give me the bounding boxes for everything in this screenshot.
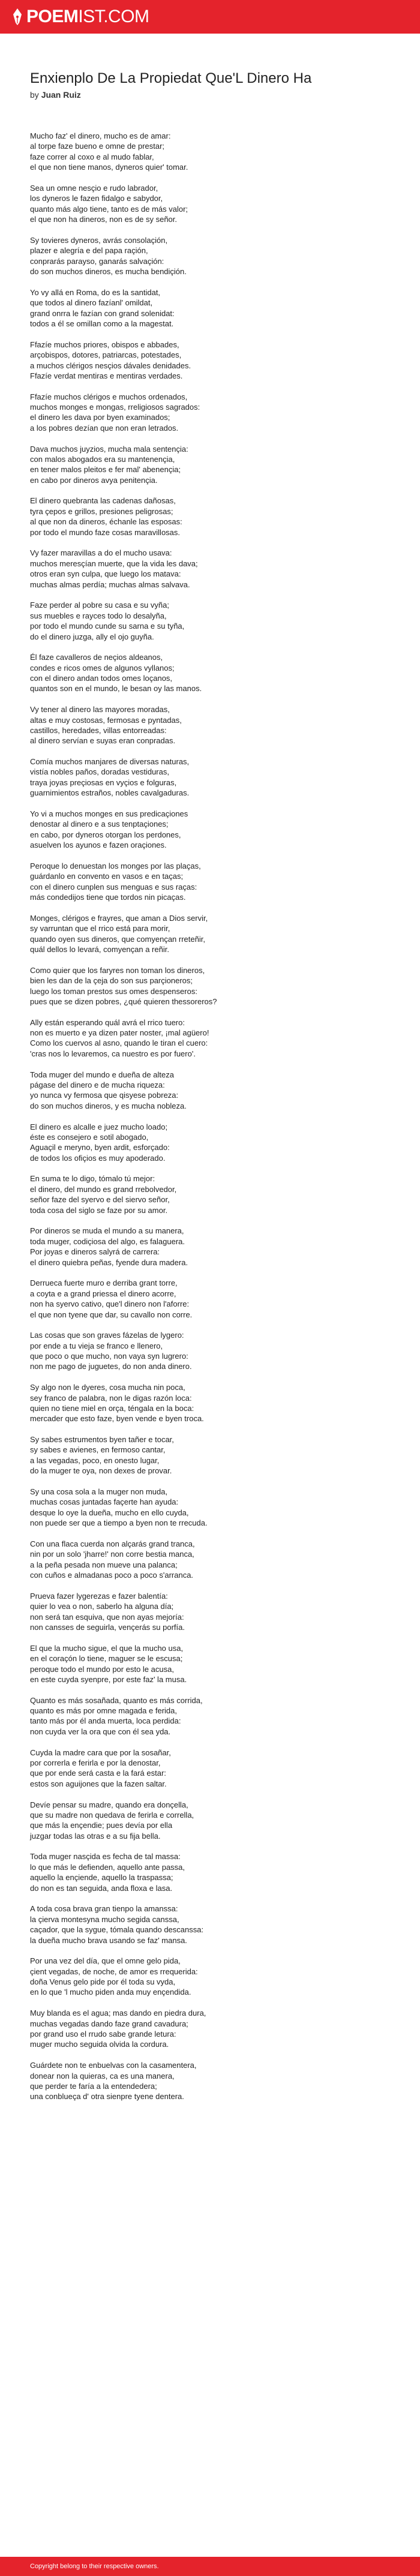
poem-line: toda cosa del siglo se faze por su amor. bbox=[30, 1205, 168, 1215]
poem-line: los dyneros le fazen fidalgo e sabydor, bbox=[30, 194, 163, 203]
poem-container bbox=[0, 34, 420, 2102]
poem-stanza bbox=[30, 496, 390, 538]
poem-line: toda muger, codiçiosa del algo, es falaguera. bbox=[30, 1236, 185, 1246]
poem-stanza bbox=[30, 1956, 390, 1998]
poem-line: quando oyen sus dineros, que comyençan rreteñir, bbox=[30, 934, 205, 944]
poem-stanza bbox=[30, 1748, 390, 1790]
poem-line: Yo vi a muchos monges en sus predicaçiones bbox=[30, 809, 188, 818]
poem-line: Quanto es más sosañada, quanto es más corrida, bbox=[30, 1695, 203, 1705]
poem-line: al torpe faze bueno e omne de prestar; bbox=[30, 142, 165, 151]
poem-line: do non es tan seguida, anda floxa e lasa. bbox=[30, 1883, 173, 1893]
poem-line: Como quier que los faryres non toman los dineros, bbox=[30, 965, 205, 975]
poem-stanza bbox=[30, 235, 390, 277]
byline-prefix: by bbox=[30, 90, 39, 100]
poem-line: estos son aguijones que la fazen saltar. bbox=[30, 1779, 167, 1788]
poem-line: asuelven los ayunos e fazen oraçiones. bbox=[30, 840, 167, 850]
poem-stanza bbox=[30, 287, 390, 329]
poem-stanza bbox=[30, 1904, 390, 1945]
poem-line: non ha syervo cativo, que'l dinero non l'aforre: bbox=[30, 1299, 190, 1309]
poem-line: faze correr al coxo e al mudo fablar, bbox=[30, 152, 154, 161]
poem-stanza bbox=[30, 1226, 390, 1268]
poem-line: Vy fazer maravillas a do el mucho usava: bbox=[30, 548, 172, 558]
poem-line: quier lo vea o non, saberlo ha alguna día; bbox=[30, 1602, 174, 1611]
poem-line: que poco o que mucho, non vaya syn lugrero: bbox=[30, 1352, 188, 1361]
poem-stanza bbox=[30, 2008, 390, 2050]
poem-line: conprarás parayso, ganarás salvaçión: bbox=[30, 256, 164, 266]
poem-line: con malos abogados era su mantenençia, bbox=[30, 454, 175, 464]
poem-line: en cabo, por dyneros otorgan los perdones, bbox=[30, 830, 181, 839]
poem-line: muchas vegadas dando faze grand cavadura; bbox=[30, 2019, 188, 2028]
poem-line: peroque todo el mundo por esto le acusa, bbox=[30, 1664, 174, 1674]
poem-line: mercader que esto faze, byen vende e byen troca. bbox=[30, 1414, 204, 1424]
site-logo[interactable] bbox=[13, 7, 149, 27]
poem-stanza bbox=[30, 652, 390, 694]
poem-line: quál dellos lo levará, comyençan a reñir. bbox=[30, 945, 169, 954]
poem-line: do son muchos dineros, es mucha bendiçión. bbox=[30, 267, 187, 277]
poem-line: bien les dan de la çeja do son sus parçioneros; bbox=[30, 976, 193, 986]
poem-line: Dava muchos juyzios, mucha mala sentençia: bbox=[30, 444, 188, 454]
poem-line: non puede ser que a tiempo a byen non te rrecuda. bbox=[30, 1518, 208, 1528]
poem-line: el que non tyene que dar, su cavallo non corre. bbox=[30, 1310, 193, 1319]
poem-line: non me pago de juguetes, do non anda dinero. bbox=[30, 1362, 192, 1371]
poem-line: condes e ricos omes de algunos vyllanos; bbox=[30, 663, 175, 672]
poem-stanza bbox=[30, 913, 390, 955]
poem-line: el dinero quiebra peñas, fyende dura madera. bbox=[30, 1257, 188, 1267]
poem-line: de todos los ofiçios es muy apoderado. bbox=[30, 1153, 166, 1163]
poem-line: castillos, heredades, villas entorreadas: bbox=[30, 725, 167, 735]
poem-line: Ffazíe verdat mentiras e mentiras verdades. bbox=[30, 371, 183, 380]
poem-line: a los pobres dezían que non eran letrados. bbox=[30, 423, 179, 433]
poem-line: que por ende será casta e la fará estar: bbox=[30, 1769, 166, 1778]
poem-line: Toda muger nasçida es fecha de tal massa: bbox=[30, 1852, 181, 1862]
poem-line: pues que se dizen pobres, ¿qué quieren thessoreros? bbox=[30, 996, 217, 1006]
poem-line: Él faze cavalleros de neçios aldeanos, bbox=[30, 653, 163, 662]
poem-line: yo nunca vy fermosa que qisyese pobreza: bbox=[30, 1091, 179, 1100]
poem-line: a las vegadas, poco, en onesto lugar, bbox=[30, 1455, 160, 1465]
poem-line: Devíe pensar su madre, quando era donçella, bbox=[30, 1800, 188, 1809]
poem-stanza bbox=[30, 1017, 390, 1059]
poem-line: El dinero es alcalle e juez mucho loado; bbox=[30, 1122, 168, 1131]
poem-line: quien no tiene miel en orça, téngala en la boca: bbox=[30, 1403, 194, 1413]
poem-line: por todo el mundo faze cosas maravillosas. bbox=[30, 527, 181, 537]
poem-line: págase del dinero e de mucha riqueza: bbox=[30, 1080, 165, 1089]
poem-line: Ffazíe muchos clérigos e muchos ordenados, bbox=[30, 392, 188, 401]
poem-line: la dueña mucho brava usando se faz' mansa. bbox=[30, 1935, 187, 1945]
poem-line: Derrueca fuerte muro e derriba grant torre, bbox=[30, 1278, 178, 1288]
poem-line: con el dinero andan todos omes loçanos, bbox=[30, 674, 173, 683]
poem-line: a muchos clérigos nesçios dávales denidades. bbox=[30, 361, 191, 370]
poem-line: sus muebles e rayces todo lo desalyña, bbox=[30, 611, 167, 620]
poem-line: Como los cuervos al asno, quando le tiran el cuero: bbox=[30, 1038, 208, 1048]
poem-line: Sy algo non le dyeres, cosa mucha nin poca, bbox=[30, 1383, 185, 1392]
poem-line: Sy sabes estrumentos byen tañer e tocar, bbox=[30, 1435, 174, 1445]
poem-stanza bbox=[30, 340, 390, 382]
poem-line: çient vegadas, de noche, de amor es rrequerida: bbox=[30, 1966, 198, 1976]
poem-line: arçobispos, dotores, patriarcas, potestades, bbox=[30, 350, 182, 360]
poem-title: Enxienplo De La Propiedat Que'L Dinero Ha bbox=[30, 70, 312, 86]
poem-stanza bbox=[30, 1070, 390, 1112]
poem-line: En suma te lo digo, tómalo tú mejor: bbox=[30, 1174, 155, 1184]
poem-line: Por una vez del día, que el omne gelo pida, bbox=[30, 1956, 181, 1966]
poem-line: vistía nobles paños, doradas vestiduras, bbox=[30, 767, 169, 777]
poem-line: éste es consejero e sotil abogado, bbox=[30, 1132, 149, 1142]
poem-line: Sy tovieres dyneros, avrás consolaçión, bbox=[30, 235, 168, 245]
poem-line: aquello la ençiende, aquello la traspassa; bbox=[30, 1873, 173, 1883]
site-header bbox=[0, 0, 420, 34]
poem-line: tanto más por él anda muerta, loca perdida: bbox=[30, 1716, 181, 1726]
poem-line: por ende a tu vieja se franco e llenero, bbox=[30, 1341, 163, 1350]
poem-stanza bbox=[30, 965, 390, 1007]
poem-line: doña Venus gelo pide por él toda su vyda, bbox=[30, 1977, 176, 1987]
poem-line: Peroque lo denuestan los monges por las plaças, bbox=[30, 861, 201, 870]
poem-line: muger mucho seguida olvida la cordura. bbox=[30, 2040, 169, 2049]
poem-stanza bbox=[30, 1695, 390, 1737]
poem-line: Comía muchos manjares de diversas naturas, bbox=[30, 757, 190, 767]
poem-line: Ffazíe muchos priores, obispos e abbades, bbox=[30, 340, 179, 349]
poem-line: muchas almas perdía; muchas almas salvava. bbox=[30, 580, 190, 589]
poem-line: caçador, que la sygue, tómala quando descanssa: bbox=[30, 1925, 204, 1935]
poem-line: lo que más le defienden, aquello ante passa, bbox=[30, 1862, 185, 1872]
poem-line: en el coraçón lo tiene, maguer se le escusa; bbox=[30, 1654, 183, 1664]
author-link[interactable]: Juan Ruiz bbox=[41, 90, 81, 100]
poem-line: Por dineros se muda el mundo a su manera, bbox=[30, 1226, 184, 1236]
poem-stanza bbox=[30, 1487, 390, 1529]
poem-line: guárdanlo en convento en vasos e en taças; bbox=[30, 872, 184, 881]
poem-line: Cuyda la madre cara que por la sosañar, bbox=[30, 1748, 171, 1757]
poem-line: con cuños e almadanas poco a poco s'arranca. bbox=[30, 1571, 194, 1580]
poem-line: todos a él se omillan como a la magestat. bbox=[30, 319, 174, 328]
poem-stanza bbox=[30, 809, 390, 851]
poem-line: Con una flaca cuerda non alçarás grand tranca, bbox=[30, 1539, 195, 1548]
poem-line: que más la ençendie; pues devía por ella bbox=[30, 1821, 173, 1830]
poem-line: que perder te faría a la entendedera; bbox=[30, 2081, 157, 2091]
poem-line: el que non ha dineros, non es de sy señor. bbox=[30, 215, 178, 224]
poem-line: grand onrra le fazían con grand solenidat: bbox=[30, 308, 175, 318]
poem-line: el que non tiene manos, dyneros quier' tomar. bbox=[30, 163, 188, 172]
poem-body bbox=[30, 131, 390, 2102]
poem-line: el dinero, del mundo es grand rrebolvedor, bbox=[30, 1184, 177, 1194]
logo-text-light: IST.COM bbox=[78, 7, 149, 26]
poem-line: que todos al dinero fazíanl' omildat, bbox=[30, 298, 153, 308]
poem-line: nin por un solo 'jharre!' non corre bestia manca, bbox=[30, 1550, 194, 1559]
poem-line: Ally están esperando quál avrá el rrico tuero: bbox=[30, 1017, 185, 1027]
poem-line: do la muger te oya, non dexes de provar. bbox=[30, 1466, 172, 1476]
poem-line: a coyta e a grand priessa el dinero acorre, bbox=[30, 1289, 176, 1298]
poem-line: quanto más algo tiene, tanto es de más valor; bbox=[30, 204, 188, 214]
poem-stanza bbox=[30, 1382, 390, 1424]
poem-line: do el dinero juzga, ally el ojo guyña. bbox=[30, 632, 154, 641]
poem-line: Por joyas e dineros salyrá de carrera: bbox=[30, 1247, 160, 1257]
poem-line: el dinero les dava por byen examinados; bbox=[30, 413, 170, 422]
poem-line: plazer e alegría e del papa raçión, bbox=[30, 246, 148, 256]
poem-line: El dinero quebranta las cadenas dañosas, bbox=[30, 496, 176, 506]
poem-line: Guárdete non te enbuelvas con la casamentera, bbox=[30, 2061, 197, 2070]
poem-stanza bbox=[30, 1173, 390, 1215]
poem-line: que su madre non quedava de ferirla e corrella, bbox=[30, 1810, 194, 1820]
poem-stanza bbox=[30, 183, 390, 225]
logo-text-bold: POEM bbox=[26, 7, 79, 26]
poem-line: a la peña pesada non mueve una palanca; bbox=[30, 1560, 178, 1569]
poem-line: Sea un omne nesçio e rudo labrador, bbox=[30, 183, 158, 193]
poem-stanza bbox=[30, 1330, 390, 1372]
poem-stanza bbox=[30, 756, 390, 798]
poem-line: El que la mucho sigue, el que la mucho usa, bbox=[30, 1643, 184, 1653]
poem-line: Muy blanda es el agua; mas dando en piedra dura, bbox=[30, 2008, 206, 2018]
poem-line: con el dinero cunplen sus menguas e sus raças: bbox=[30, 882, 197, 891]
poem-stanza bbox=[30, 1539, 390, 1581]
poem-stanza bbox=[30, 1278, 390, 1320]
poem-line: juzgar todas las otras e a su fija bella. bbox=[30, 1831, 161, 1841]
poem-line: 'cras nos lo levaremos, ca nuestro es por fuero'. bbox=[30, 1049, 196, 1058]
poem-line: en tener malos pleitos e fer mal' abenençia; bbox=[30, 465, 181, 475]
poem-line: Monges, clérigos e frayres, que aman a Dios servir, bbox=[30, 913, 208, 923]
poem-line: non será tan esquiva, que non ayas mejoría: bbox=[30, 1612, 184, 1622]
poem-line: al que non da dineros, échanle las esposas: bbox=[30, 517, 182, 527]
pen-nib-icon bbox=[13, 8, 22, 25]
poem-line: señor faze del syervo e del siervo señor, bbox=[30, 1195, 170, 1205]
poem-line: una conblueça d' otra sienpre tyene dentera. bbox=[30, 2092, 184, 2101]
poem-line: luego los toman prestos sus omes despenseros: bbox=[30, 986, 197, 996]
poem-line: non cansses de seguirla, vençerás su porfía. bbox=[30, 1623, 185, 1632]
poem-stanza bbox=[30, 444, 390, 486]
poem-line: A toda cosa brava gran tienpo la amanssa: bbox=[30, 1904, 178, 1914]
poem-stanza bbox=[30, 392, 390, 434]
poem-line: altas e muy costosas, fermosas e pyntadas, bbox=[30, 715, 182, 725]
poem-line: sey franco de palabra, non le digas razón loca: bbox=[30, 1393, 192, 1403]
poem-line: traya joyas preçiosas en vyçios e folguras, bbox=[30, 777, 177, 787]
poem-line: por correrla e ferirla e por la denostar, bbox=[30, 1758, 161, 1767]
poem-line: la çierva montesyna mucho segida canssa, bbox=[30, 1914, 179, 1924]
poem-stanza bbox=[30, 548, 390, 590]
poem-line: al dinero servían e suyas eran conpradas. bbox=[30, 736, 176, 746]
poem-stanza bbox=[30, 2060, 390, 2102]
poem-line: sy sabes e avienes, en fermoso cantar, bbox=[30, 1445, 166, 1455]
poem-stanza bbox=[30, 1122, 390, 1164]
poem-stanza bbox=[30, 1800, 390, 1842]
poem-line: non es muerto e ya dizen pater noster, ¡mal agüero! bbox=[30, 1028, 209, 1038]
poem-line: denostar al dinero e a sus tenptaçiones; bbox=[30, 819, 169, 829]
poem-line: guarnimientos estraños, nobles cavalgaduras. bbox=[30, 788, 190, 798]
poem-line: quanto es más por omne magada e ferida, bbox=[30, 1706, 177, 1716]
poem-line: Las cosas que son graves fázelas de lygero: bbox=[30, 1331, 184, 1340]
poem-line: en lo que 'l mucho piden anda muy ençendida. bbox=[30, 1987, 191, 1997]
poem-line: non cuyda ver la ora que con él sea yda. bbox=[30, 1727, 171, 1736]
poem-line: Yo vy allá en Roma, do es la santidat, bbox=[30, 287, 161, 297]
poem-stanza bbox=[30, 1434, 390, 1476]
poem-line: sy varruntan que el rrico está para morir, bbox=[30, 924, 170, 933]
poem-stanza bbox=[30, 600, 390, 642]
poem-line: en cabo por dineros avya penitençia. bbox=[30, 475, 158, 485]
poem-line: muchos meresçían muerte, que la vida les dava; bbox=[30, 559, 198, 568]
byline bbox=[30, 90, 390, 100]
copyright-notice: Copyright belong to their respective owners. bbox=[30, 2563, 159, 2570]
poem-stanza bbox=[30, 1643, 390, 1685]
poem-line: muchas cosas juntadas façerte han ayuda: bbox=[30, 1497, 179, 1507]
poem-line: Faze perder al pobre su casa e su vyña; bbox=[30, 601, 169, 610]
poem-line: más condedijos tiene que tordos nin picaças. bbox=[30, 893, 186, 902]
poem-stanza bbox=[30, 1851, 390, 1893]
poem-line: Prueva fazer lygerezas e fazer balentía: bbox=[30, 1591, 168, 1601]
site-footer bbox=[0, 2557, 420, 2576]
poem-line: Vy tener al dinero las mayores moradas, bbox=[30, 705, 170, 714]
poem-line: do son muchos dineros, y es mucha nobleza. bbox=[30, 1101, 187, 1110]
poem-line: otros eran syn culpa, que luego los matava: bbox=[30, 569, 181, 579]
poem-line: muchos monges e mongas, rreligiosos sagrados: bbox=[30, 403, 200, 412]
poem-line: donear non la quieras, ca es una manera, bbox=[30, 2071, 175, 2080]
poem-stanza bbox=[30, 861, 390, 903]
poem-stanza bbox=[30, 1591, 390, 1633]
poem-line: Aguaçil e meryno, byen ardit, esforçado: bbox=[30, 1143, 170, 1152]
poem-line: quantos son en el mundo, le besan oy las manos. bbox=[30, 684, 202, 693]
poem-line: tyra çepos e grillos, presiones peligrosas; bbox=[30, 506, 173, 516]
poem-stanza bbox=[30, 131, 390, 173]
poem-line: desque lo oye la dueña, mucho en ello cuyda, bbox=[30, 1508, 189, 1517]
poem-line: en este cuyda syenpre, por este faz' la musa. bbox=[30, 1674, 187, 1684]
poem-stanza bbox=[30, 704, 390, 746]
poem-line: Sy una cosa sola a la muger non muda, bbox=[30, 1487, 168, 1496]
poem-line: Mucho faz' el dinero, mucho es de amar: bbox=[30, 131, 171, 140]
poem-line: Toda muger del mundo e dueña de alteza bbox=[30, 1070, 174, 1079]
poem-line: por todo el mundo cunde su sarna e su tyña, bbox=[30, 622, 185, 631]
poem-line: por grand uso el rrudo sabe grande letura: bbox=[30, 2029, 176, 2038]
